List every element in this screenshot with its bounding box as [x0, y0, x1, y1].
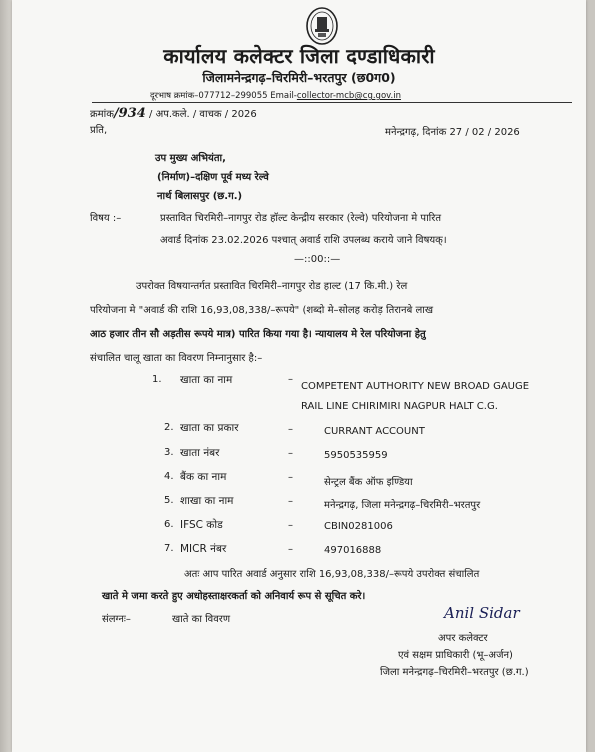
table-row-num: 7.	[164, 543, 174, 554]
table-row-sep: –	[288, 374, 293, 385]
closing-line-2: खाते मे जमा करते हुए अधोहस्ताक्षरकर्ता को अनिवार्य रूप से सूचित करे।	[102, 591, 366, 602]
table-row-sep: –	[288, 520, 293, 531]
table-row-num: 5.	[164, 495, 174, 506]
place-date: मनेन्द्रगढ़, दिनांक 27 / 02 / 2026	[385, 127, 520, 138]
district-line: जिलामनेन्द्रगढ़–चिरमिरी–भरतपुर (छ0ग0)	[202, 70, 396, 85]
header-rule	[92, 102, 572, 103]
table-row-sep: –	[288, 424, 293, 435]
table-row-label: IFSC कोड	[180, 519, 223, 531]
subject-line-1: प्रस्तावित चिरमिरी–नागपुर रोड हॉल्ट केन्द्रीय सरकार (रेल्वे) परियोजना मे पारित	[160, 213, 442, 224]
body-line-4: संचालित चालू खाता का विवरण निम्नानुसार है:–	[90, 353, 263, 364]
letter-page	[12, 0, 586, 752]
signature-district: जिला मनेन्द्रगढ़–चिरमिरी–भरतपुर (छ.ग.)	[380, 667, 529, 678]
office-title: कार्यालय कलेक्टर जिला दण्डाधिकारी	[163, 44, 435, 68]
table-row-num: 2.	[164, 422, 174, 433]
table-row-num: 6.	[164, 519, 174, 530]
table-row-sep: –	[288, 496, 293, 507]
table-row-sep: –	[288, 448, 293, 459]
signature-authority: एवं सक्षम प्राधिकारी (भू–अर्जन)	[398, 650, 513, 661]
contact-phone: दूरभाष क्रमांक–077712–299055 Email-	[150, 91, 297, 101]
reference-number	[90, 106, 257, 121]
table-row-sep: –	[288, 544, 293, 555]
table-row-label: खाता का नाम	[180, 374, 233, 386]
table-row-value: 5950535959	[324, 450, 388, 461]
table-row-value: 497016888	[324, 545, 382, 556]
table-row-num: 3.	[164, 447, 174, 458]
body-line-3: आठ हजार तीन सौ अड़तीस रूपये मात्र) पारित किया गया है। न्यायालय मे रेल परियोजना हेतु	[90, 329, 426, 340]
state-emblem-icon	[305, 6, 339, 46]
table-row-value-cont: RAIL LINE CHIRIMIRI NAGPUR HALT C.G.	[301, 401, 498, 412]
reference-handwritten-number: /934	[113, 106, 146, 121]
contact-email[interactable]: collector-mcb@cg.gov.in	[296, 91, 401, 101]
table-row-value: CBIN0281006	[324, 521, 393, 532]
table-row-label: बैंक का नाम	[180, 471, 227, 483]
subject-separator: —::00::—	[294, 254, 341, 265]
table-row-label: खाता नंबर	[180, 447, 220, 459]
table-row-num: 4.	[164, 471, 174, 482]
contact-line	[150, 90, 401, 101]
addressee-line-3: नार्थ बिलासपुर (छ.ग.)	[157, 191, 243, 202]
table-row-label: MICR नंबर	[180, 543, 227, 555]
signature-designation: अपर कलेक्टर	[438, 633, 488, 644]
table-row-num: 1.	[152, 374, 162, 385]
subject-line-2: अवार्ड दिनांक 23.02.2026 पश्चात् अवार्ड राशि उपलब्ध कराये जाने विषयक्।	[160, 235, 447, 246]
reference-rest: / अप.कले. / वाचक / 2026	[149, 109, 257, 120]
table-row-value: CURRANT ACCOUNT	[324, 426, 425, 437]
subject-label: विषय :–	[90, 213, 122, 224]
addressee-line-1: उप मुख्य अभियंता,	[155, 153, 226, 164]
addressee-line-2: (निर्माण)–दक्षिण पूर्व मध्य रेल्वे	[157, 172, 269, 183]
enclosure-text: खाते का विवरण	[172, 614, 231, 625]
handwritten-signature: Anil Sidar	[444, 604, 520, 622]
page-left-shadow	[0, 0, 12, 752]
body-line-1: उपरोक्त विषयान्तर्गत प्रस्तावित चिरमिरी–नागपुर रोड हाल्ट (17 कि.मी.) रेल	[136, 281, 408, 292]
reference-label: क्रमांक	[90, 109, 114, 120]
table-row-value: COMPETENT AUTHORITY NEW BROAD GAUGE	[301, 381, 530, 392]
table-row-label: खाता का प्रकार	[180, 422, 239, 434]
prati-label: प्रति,	[90, 125, 108, 136]
table-row-value: मनेन्द्रगढ़, जिला मनेन्द्रगढ़–चिरमिरी–भरतपुर	[324, 500, 481, 511]
table-row-value: सेन्ट्रल बैंक ऑफ इण्डिया	[324, 477, 413, 488]
enclosure-label: संलग्नः–	[102, 614, 131, 625]
body-line-2: परियोजना मे "अवार्ड की राशि 16,93,08,338/–रूपये" (शब्दो मे–सोलह करोड़ तिरानबे लाख	[90, 305, 434, 316]
table-row-label: शाखा का नाम	[180, 495, 234, 507]
closing-line-1: अतः आप पारित अवार्ड अनुसार राशि 16,93,08,338/–रूपये उपरोक्त संचालित	[184, 569, 480, 580]
table-row-sep: –	[288, 472, 293, 483]
